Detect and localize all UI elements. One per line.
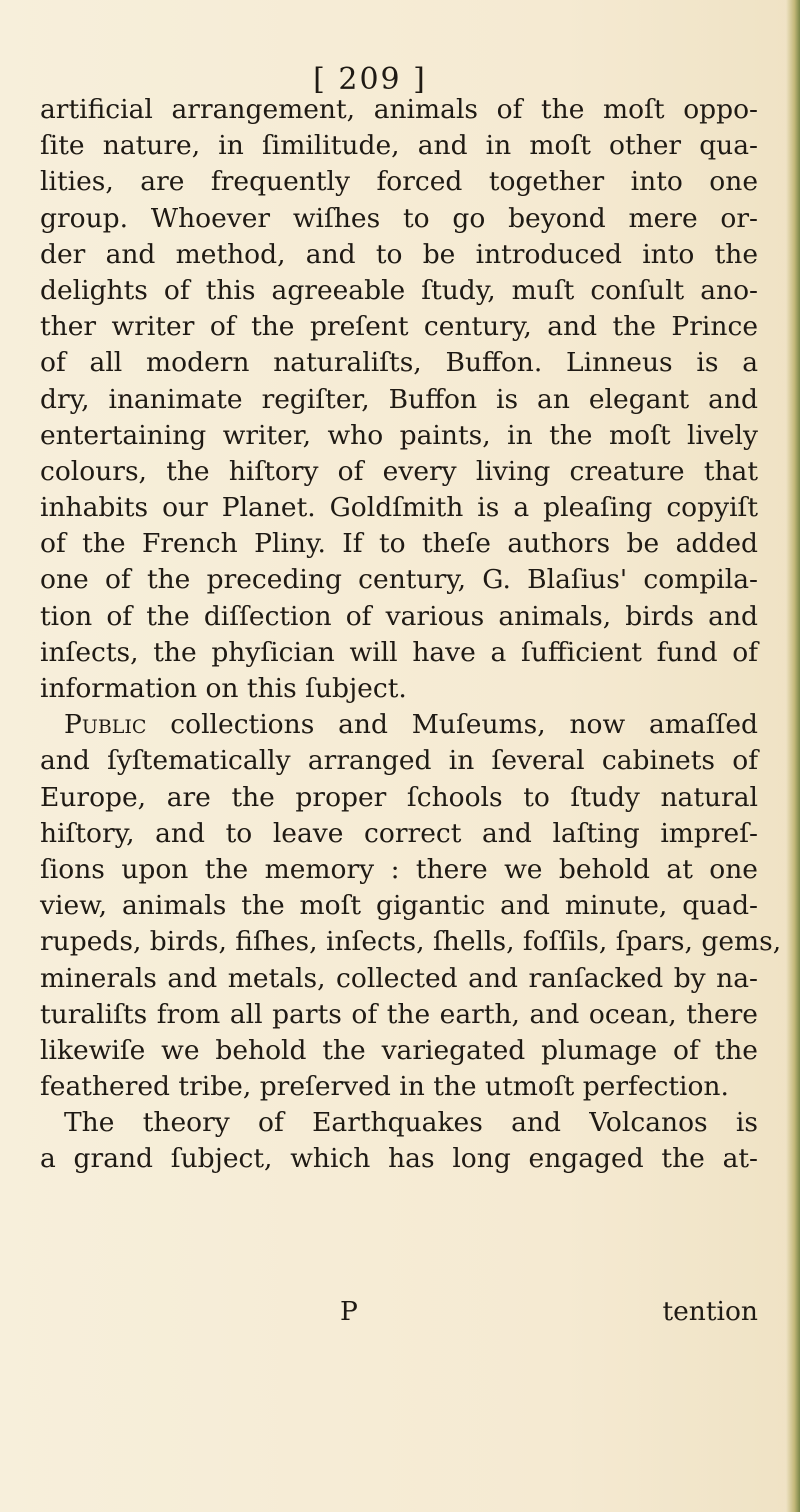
body-text — [40, 92, 782, 1178]
text-line: entertaining writer, who paints, in the moſt lively — [40, 419, 758, 451]
text-line: artificial arrangement, animals of the moſt oppo- — [40, 94, 758, 125]
text-line: rupeds, birds, fiſhes, inſects, ſhells, foſſils, ſpars, gems, — [40, 926, 782, 958]
text-line: minerals and metals, collected and ranſacked by na- — [40, 962, 758, 994]
text-line: group. Whoever wiſhes to go beyond mere or- — [40, 202, 758, 234]
text-line: ſite nature, in ſimilitude, and in moſt other qua- — [40, 130, 758, 162]
text-line: turaliſts from all parts of the earth, and ocean, there — [40, 998, 758, 1030]
text-line: der and method, and to be introduced into the — [40, 238, 758, 270]
page-edge — [786, 0, 800, 1512]
text-line: tion of the diſſection of various animals, birds and — [40, 600, 758, 632]
text-line: The theory of Earthquakes and Volcanos is — [64, 1107, 758, 1139]
text-line: a grand ſubject, which has long engaged the at- — [40, 1143, 758, 1175]
text-line: dry, inanimate regiſter, Buffon is an elegant and — [40, 383, 758, 415]
text-line: hiſtory, and to leave correct and laſting impreſ- — [40, 817, 758, 849]
page-number: [ 209 ] — [313, 62, 427, 97]
text-line: colours, the hiſtory of every living creature that — [40, 455, 758, 487]
catchword: tention — [662, 1296, 758, 1327]
text-line: inſects, the phyſician will have a ſufficient fund of — [40, 636, 758, 668]
text-line: delights of this agreeable ſtudy, muſt conſult ano- — [40, 274, 758, 306]
page-footer — [40, 1294, 758, 1330]
text-line: one of the preceding century, G. Blaſius' compila- — [40, 564, 758, 596]
text-line: view, animals the moſt gigantic and minute, quad- — [40, 890, 758, 922]
text-line: inhabits our Planet. Goldſmith is a pleaſing copyiſt — [40, 492, 758, 524]
paragraph-initial-word: Public — [64, 709, 147, 741]
text-line: of all modern naturaliſts, Buffon. Linneus is a — [40, 347, 758, 379]
text-line: ſions upon the memory : there we behold at one — [40, 853, 758, 885]
text-line: feathered tribe, preſerved in the utmoſt perfection. — [40, 1071, 729, 1103]
text-line: ther writer of the preſent century, and the Prince — [40, 311, 758, 343]
signature-mark: P — [340, 1296, 358, 1327]
paragraph-start-line — [40, 707, 758, 743]
text-line: of the French Pliny. If to theſe authors be added — [40, 528, 758, 560]
text-line: information on this ſubject. — [40, 673, 407, 704]
text-line: Europe, are the proper ſchools to ſtudy natural — [40, 781, 758, 813]
text-line: likewiſe we behold the variegated plumage of the — [40, 1034, 758, 1066]
paragraph-line-rest: collections and Muſeums, now amaſſed — [146, 709, 758, 741]
text-line: and ſyſtematically arranged in ſeveral cabinets of — [40, 745, 758, 777]
text-line: lities, are frequently forced together into one — [40, 166, 758, 198]
